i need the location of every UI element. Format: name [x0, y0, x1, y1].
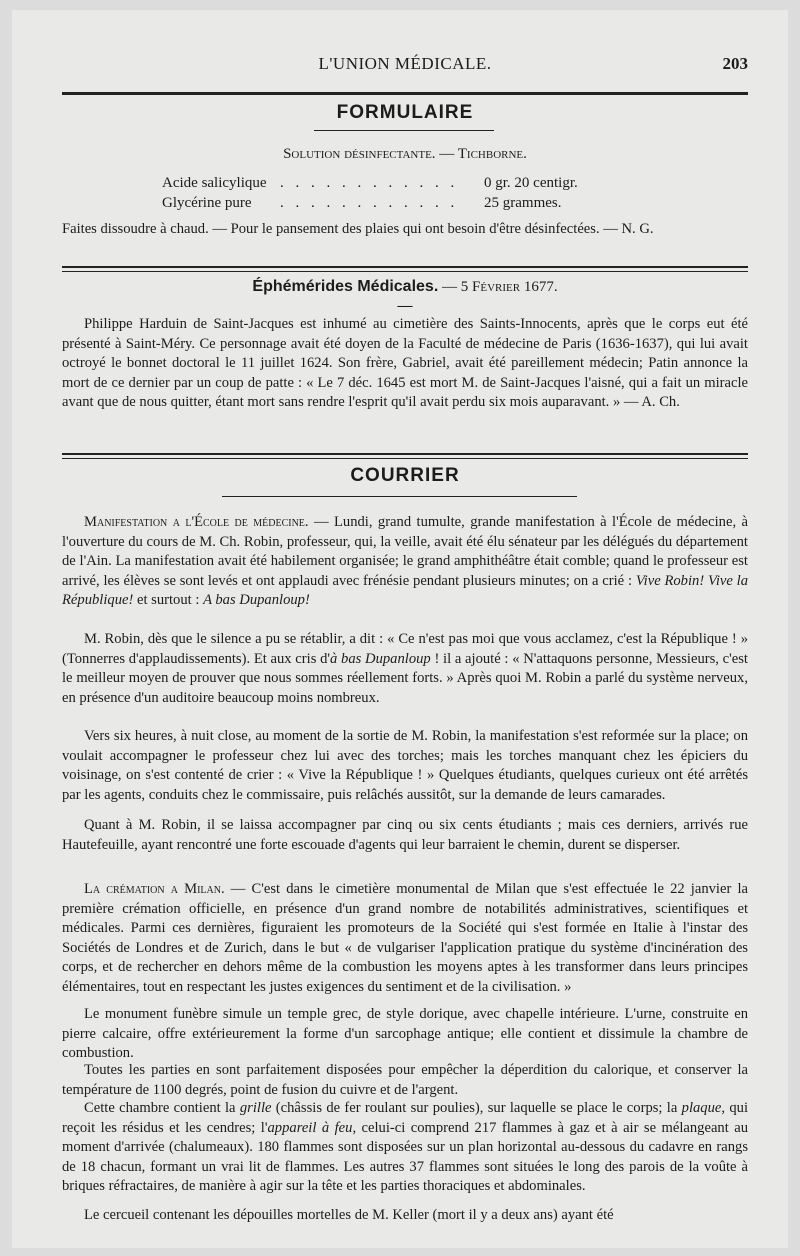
robin-speech-italic: à bas Dupanloup — [330, 650, 431, 667]
coffin-text: Le cercueil contenant les dépouilles mortelles de M. Keller (mort il y a deux ans) ayant été — [84, 1207, 614, 1223]
ephemerides-title: Éphémérides Médicales. — [252, 278, 439, 295]
monument-text: Le monument funèbre simule un temple grec, de style dorique, avec chapelle intérieure. L'urne, construite en pierre calcaire, offre extérieurement la forme d'un sarcophage antique; elle contient et dissimule la chambre de combustion. — [62, 1006, 748, 1061]
ephemerides-dash: — — [397, 298, 413, 314]
formulaire-subtitle: Solution désinfectante. — Tichborne. — [283, 146, 527, 162]
courrier-paragraph-2 — [62, 630, 748, 708]
recipe-row — [162, 175, 682, 195]
leader-dots: . . . . . . . . . . . . — [280, 175, 459, 191]
courrier-paragraph-5 — [62, 880, 748, 997]
header-rule — [62, 92, 748, 95]
manifestation-cry-2: A bas Dupanloup! — [203, 592, 310, 608]
courrier-paragraph-7 — [62, 1061, 748, 1100]
recipe-list — [162, 175, 682, 215]
chamber-term-grille: grille — [239, 1100, 272, 1116]
manifestation-lead: Manifestation a l'École de médecine. — [84, 514, 309, 530]
ephemerides-heading — [62, 278, 748, 296]
courrier-underline — [222, 496, 577, 497]
formulaire-title: FORMULAIRE — [336, 102, 474, 123]
leader-dots: . . . . . . . . . . . . — [280, 195, 459, 211]
temperature-text: Toutes les parties en sont parfaitement disposées pour empêcher la déperdition du calorique, et conserver la température de 1100 degrés, point de fusion du cuivre et de l'argent. — [62, 1062, 748, 1098]
ingredient-quantity: 0 gr. 20 centigr. — [484, 175, 578, 191]
chamber-term-plaque: plaque — [681, 1100, 722, 1116]
evening-text: Vers six heures, à nuit close, au moment de la sortie de M. Robin, la manifestation s'est reformée sur la place; on voulait accompagner le professeur chez lui avec des torches; mais les torches manquant chez les épiciers du voisinage, on s'est contenté de crier : « Vive la République ! » Quelques étudiants, quelques curieux ont été arrêtés par les agents, conduits chez le commissaire, puis relâchés aussitôt, sur la demande de leurs camarades. — [62, 728, 748, 803]
page-header — [62, 54, 748, 76]
cremation-lead: La crémation a Milan. — [84, 881, 225, 897]
ephemerides-paragraph: Philippe Harduin de Saint-Jacques est inhumé au cimetière des Saints-Innocents, après que le corps eut été présenté à Saint-Méry. Ce personnage avait été doyen de la Faculté de médecine de Paris (1636-1637), qui lui avait octroyé le bonnet doctoral le 11 juillet 1624. Son frère, Gabriel, avait été pareillement médecin; Patin annonce la mort de ce dernier par un coup de patte : « Le 7 déc. 1645 est mort M. de Saint-Jacques l'aisné, qui a fait un miracle avant que de nous quitter, étant mort sans rendre l'esprit qu'il avait perdu six mois auparavant. » — A. Ch. — [62, 316, 748, 410]
courrier-paragraph-8 — [62, 1099, 748, 1197]
instructions-text: Faites dissoudre à chaud. — Pour le pansement des plaies qui ont besoin d'être désinfectées. — N. G. — [62, 221, 654, 237]
ingredient-quantity: 25 grammes. — [484, 195, 562, 211]
ephemerides-date: — 5 Février 1677. — [442, 279, 558, 295]
courrier-title: COURRIER — [350, 465, 460, 486]
cremation-text: — C'est dans le cimetière monumental de Milan que s'est effectuée le 22 janvier la première crémation officielle, en présence d'un grand nombre de notabilités administratives, scientifiques et médicales. Parmi ces dernières, figuraient les promoteurs de la Société qui s'est formée en Italie à l'instar des Sociétés de Londres et de Zurich, dans le but « de vulgariser l'application pratique du système d'incinération des corps, et de rechercher en dehors même de la combustion les moyens aptes à les transformer dans leurs principes élémentaires, tout en respectant les justes exigences du sentiment et de la civilisation. » — [62, 881, 748, 995]
courrier-paragraph-1 — [62, 513, 748, 611]
ephemerides-text — [62, 315, 748, 413]
manifestation-text-mid: et surtout : — [133, 592, 204, 608]
chamber-text-b: (châssis de fer roulant sur poulies), sur laquelle se place le corps; la — [271, 1100, 682, 1116]
ingredient-name: Glycérine pure — [162, 195, 252, 211]
courrier-paragraph-4 — [62, 816, 748, 855]
courrier-paragraph-6 — [62, 1005, 748, 1064]
chamber-term-appareil: appareil à feu — [267, 1119, 353, 1136]
chamber-text-a: Cette chambre contient la — [84, 1100, 240, 1116]
running-title: L'UNION MÉDICALE. — [318, 54, 492, 73]
chamber-text-c: , qui reçoit les résidus et les cendres; l' — [62, 1100, 749, 1136]
recipe-row — [162, 195, 682, 215]
courrier-paragraph-9 — [62, 1206, 748, 1226]
manifestation-cry: Vive Robin! Vive la République! — [62, 572, 748, 608]
ingredient-name: Acide salicylique — [162, 175, 267, 191]
courrier-paragraph-3 — [62, 727, 748, 805]
robin-speech-b: ! il a ajouté : « N'attaquons personne, Messieurs, c'est le meilleur moyen de prouver que nous sommes réellement forts. » Après quoi M. Robin a parlé du système nerveux, en présence d'un auditoire beaucoup moins nombreux. — [62, 650, 748, 706]
formulaire-underline — [314, 130, 494, 131]
escort-text: Quant à M. Robin, il se laissa accompagner par cinq ou six cents étudiants ; mais ces derniers, arrivés rue Hautefeuille, ayant rencontré une forte escouade d'agents qui leur barraient le chemin, durent se disperser. — [62, 817, 748, 853]
chamber-text-d: , celui-ci comprend 217 flammes à gaz et à air se mélangeant au moment d'arrivée (chalumeaux). 180 flammes sont disposées sur un plan horizontal au-dessous du cadavre en rangs de 18 chacun, formant un vrai lit de flammes. Les autres 37 flammes sont situées le long des parois de la voûte à briques réfractaires, de manière à agir sur la tête et les parties thoraciques et abdominales. — [62, 1119, 748, 1194]
page — [12, 10, 788, 1248]
page-number: 203 — [722, 54, 748, 73]
section-divider — [62, 453, 748, 459]
manifestation-text: — Lundi, grand tumulte, grande manifestation à l'École de médecine, à l'ouverture du cours de M. Ch. Robin, professeur, qui, la veille, avait été élu sénateur par les délégués du département de l'Ain. La manifestation avait été habilement organisée; le grand amphithéâtre était comble; quand le professeur est arrivé, les élèves se sont levés et ont applaudi avec frénésie pendant plusieurs minutes; on a crié : — [62, 514, 748, 589]
formulaire-instructions — [62, 220, 748, 240]
section-divider — [62, 266, 748, 272]
robin-speech-a: M. Robin, dès que le silence a pu se rétablir, a dit : « Ce n'est pas moi que vous acclamez, c'est la République ! » (Tonnerres d'applaudissements). Et aux cris d' — [62, 631, 748, 667]
